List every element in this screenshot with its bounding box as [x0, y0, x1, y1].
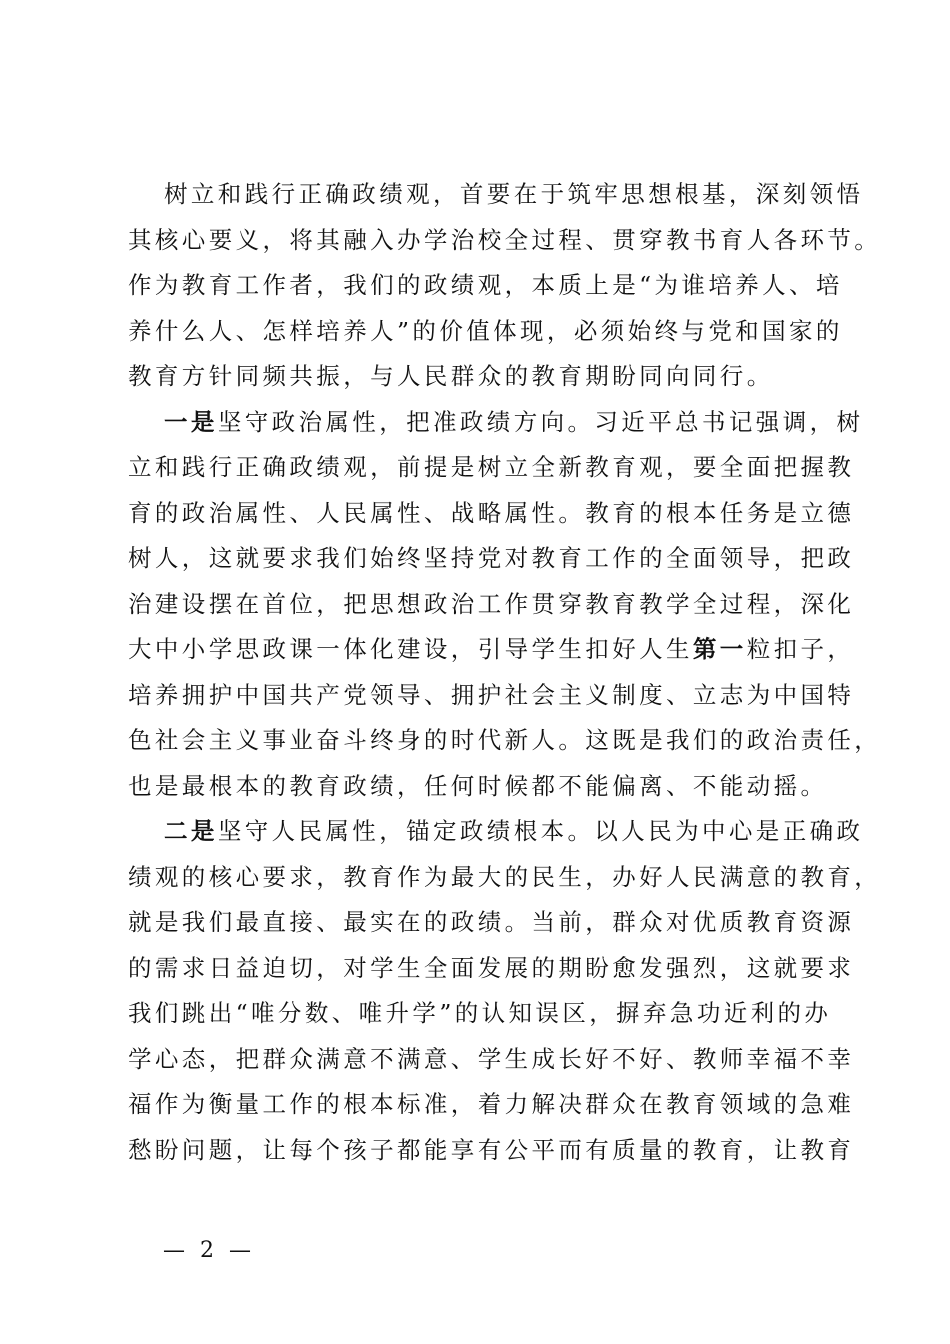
text-run: 树立和践行正确政绩观，首要在于筑牢思想根基，深刻领悟: [164, 180, 864, 208]
text-line: [128, 764, 840, 810]
text-run: 就是我们最直接、最实在的政绩。当前，群众对优质教育资源: [128, 908, 855, 936]
text-line: [128, 673, 855, 719]
text-run: 我们跳出“唯分数、唯升学”的认知误区，摒弃急功近利的办: [128, 999, 832, 1027]
text-line: [128, 900, 855, 946]
text-run: 粒扣子，: [746, 635, 855, 663]
text-line: [128, 172, 864, 218]
text-line: [128, 491, 855, 537]
text-run: 教育方针同频共振，与人民群众的教育期盼同向同行。: [128, 362, 774, 390]
point-heading-label: 一是: [164, 407, 218, 436]
text-line: [128, 1082, 855, 1128]
paragraph-point-two: [128, 809, 882, 1173]
text-run: 色社会主义事业奋斗终身的时代新人。这既是我们的政治责任，: [128, 726, 882, 754]
text-run: 培养拥护中国共产党领导、拥护社会主义制度、立志为中国特: [128, 680, 855, 709]
point-heading-label: 二是: [164, 817, 218, 845]
text-run: 育的政治属性、人民属性、战略属性。教育的根本任务是立德: [128, 498, 855, 527]
text-run: 治建设摆在首位，把思想政治工作贯穿教育教学全过程，深化: [128, 589, 855, 618]
text-line: [128, 1128, 855, 1174]
text-run: 立和践行正确政绩观，前提是树立全新教育观，要全面把握教: [128, 453, 855, 481]
text-line: [128, 855, 882, 901]
text-line: [128, 536, 855, 582]
text-line: [128, 627, 855, 673]
text-run: 的需求日益迫切，对学生全面发展的期盼愈发强烈，这就要求: [128, 953, 855, 982]
text-line: [128, 718, 882, 764]
text-line: [128, 309, 843, 355]
text-run: 坚守人民属性，锚定政绩根本。以人民为中心是正确政: [217, 817, 864, 845]
text-run: 愁盼问题，让每个孩子都能享有公平而有质量的教育，让教育: [128, 1135, 855, 1164]
paragraph-point-one: [128, 400, 882, 810]
text-line: [128, 400, 864, 446]
text-line: [128, 809, 864, 855]
text-run: 养什么人、怎样培养人”的价值体现，必须始终与党和国家的: [128, 316, 843, 345]
text-run: 学心态，把群众满意不满意、学生成长好不好、教师幸福不幸: [128, 1044, 855, 1073]
emphasis-text: 第一: [692, 635, 747, 663]
document-body: [128, 172, 882, 1173]
text-run: 作为教育工作者，我们的政绩观，本质上是“为谁培养人、培: [128, 271, 843, 299]
text-run: 其核心要义，将其融入办学治校全过程、贯穿教书育人各环节。: [128, 225, 882, 254]
text-line: [128, 218, 882, 264]
text-run: 树人，这就要求我们始终坚持党对教育工作的全面领导，把政: [128, 544, 855, 572]
text-line: [128, 582, 855, 628]
text-run: 福作为衡量工作的根本标准，着力解决群众在教育领域的急难: [128, 1090, 855, 1118]
paragraph-intro: [128, 172, 882, 400]
text-line: [128, 991, 840, 1037]
text-line: [128, 445, 855, 491]
page-number: — 2 —: [163, 1238, 255, 1263]
text-line: [128, 1037, 855, 1083]
text-run: 坚守政治属性，把准政绩方向。习近平总书记强调，树: [217, 407, 864, 436]
text-run: 绩观的核心要求，教育作为最大的民生，办好人民满意的教育，: [128, 862, 882, 891]
text-line: [128, 354, 840, 400]
text-line: [128, 263, 843, 309]
text-run: 也是最根本的教育政绩，任何时候都不能偏离、不能动摇。: [128, 771, 828, 800]
text-run: 大中小学思政课一体化建设，引导学生扣好人生: [128, 635, 693, 663]
text-line: [128, 946, 855, 992]
